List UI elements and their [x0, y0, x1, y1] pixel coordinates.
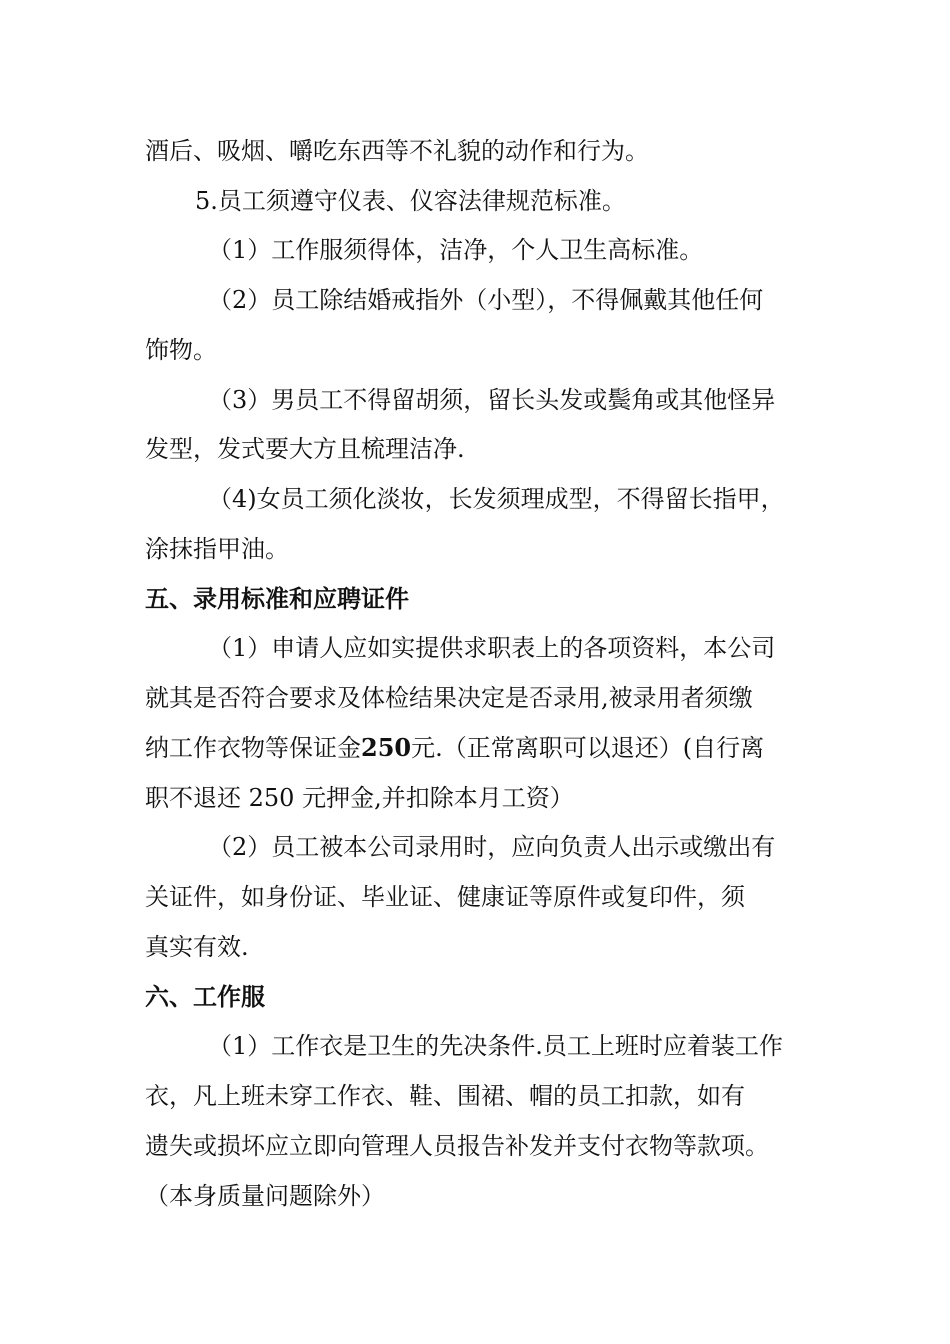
text-line: （4)女员工须化淡妆，长发须理成型，不得留长指甲， — [208, 485, 785, 513]
text-line: 衣，凡上班未穿工作衣、鞋、围裙、帽的员工扣款，如有 — [145, 1082, 745, 1110]
text-line — [145, 728, 815, 768]
text-segment: 纳工作衣物等保证金 — [145, 734, 361, 762]
text-line: （2）员工除结婚戒指外（小型），不得佩戴其他任何 — [208, 286, 764, 314]
text-line: 5.员工须遵守仪表、仪容法律规范标准。 — [195, 187, 626, 215]
deposit-amount: 250 — [361, 733, 412, 762]
text-line: 就其是否符合要求及体检结果决定是否录用,被录用者须缴 — [145, 684, 753, 712]
text-line: 遗失或损坏应立即向管理人员报告补发并支付衣物等款项。 — [145, 1132, 769, 1160]
text-line: （1）申请人应如实提供求职表上的各项资料，本公司 — [208, 634, 776, 662]
text-line: 发型，发式要大方且梳理洁净. — [145, 435, 465, 463]
text-line: 酒后、吸烟、嚼吃东西等不礼貌的动作和行为。 — [145, 137, 649, 165]
text-line: 职不退还 250 元押金,并扣除本月工资） — [145, 784, 574, 812]
text-line: 饰物。 — [145, 336, 217, 364]
text-line: 涂抹指甲油。 — [145, 535, 289, 563]
text-line: （1）工作服须得体，洁净，个人卫生高标准。 — [208, 236, 704, 264]
text-line: 关证件，如身份证、毕业证、健康证等原件或复印件，须 — [145, 883, 745, 911]
text-line: （2）员工被本公司录用时，应向负责人出示或缴出有 — [208, 833, 776, 861]
text-line: 真实有效. — [145, 933, 249, 961]
section-heading: 六、工作服 — [145, 982, 265, 1011]
text-line: （3）男员工不得留胡须，留长头发或鬓角或其他怪异 — [208, 386, 776, 414]
text-segment: 元.（正常离职可以退还）(自行离 — [411, 734, 765, 762]
section-heading: 五、录用标准和应聘证件 — [145, 584, 409, 613]
text-line: （1）工作衣是卫生的先决条件.员工上班时应着装工作 — [208, 1032, 783, 1060]
text-line: （本身质量问题除外） — [145, 1182, 385, 1210]
